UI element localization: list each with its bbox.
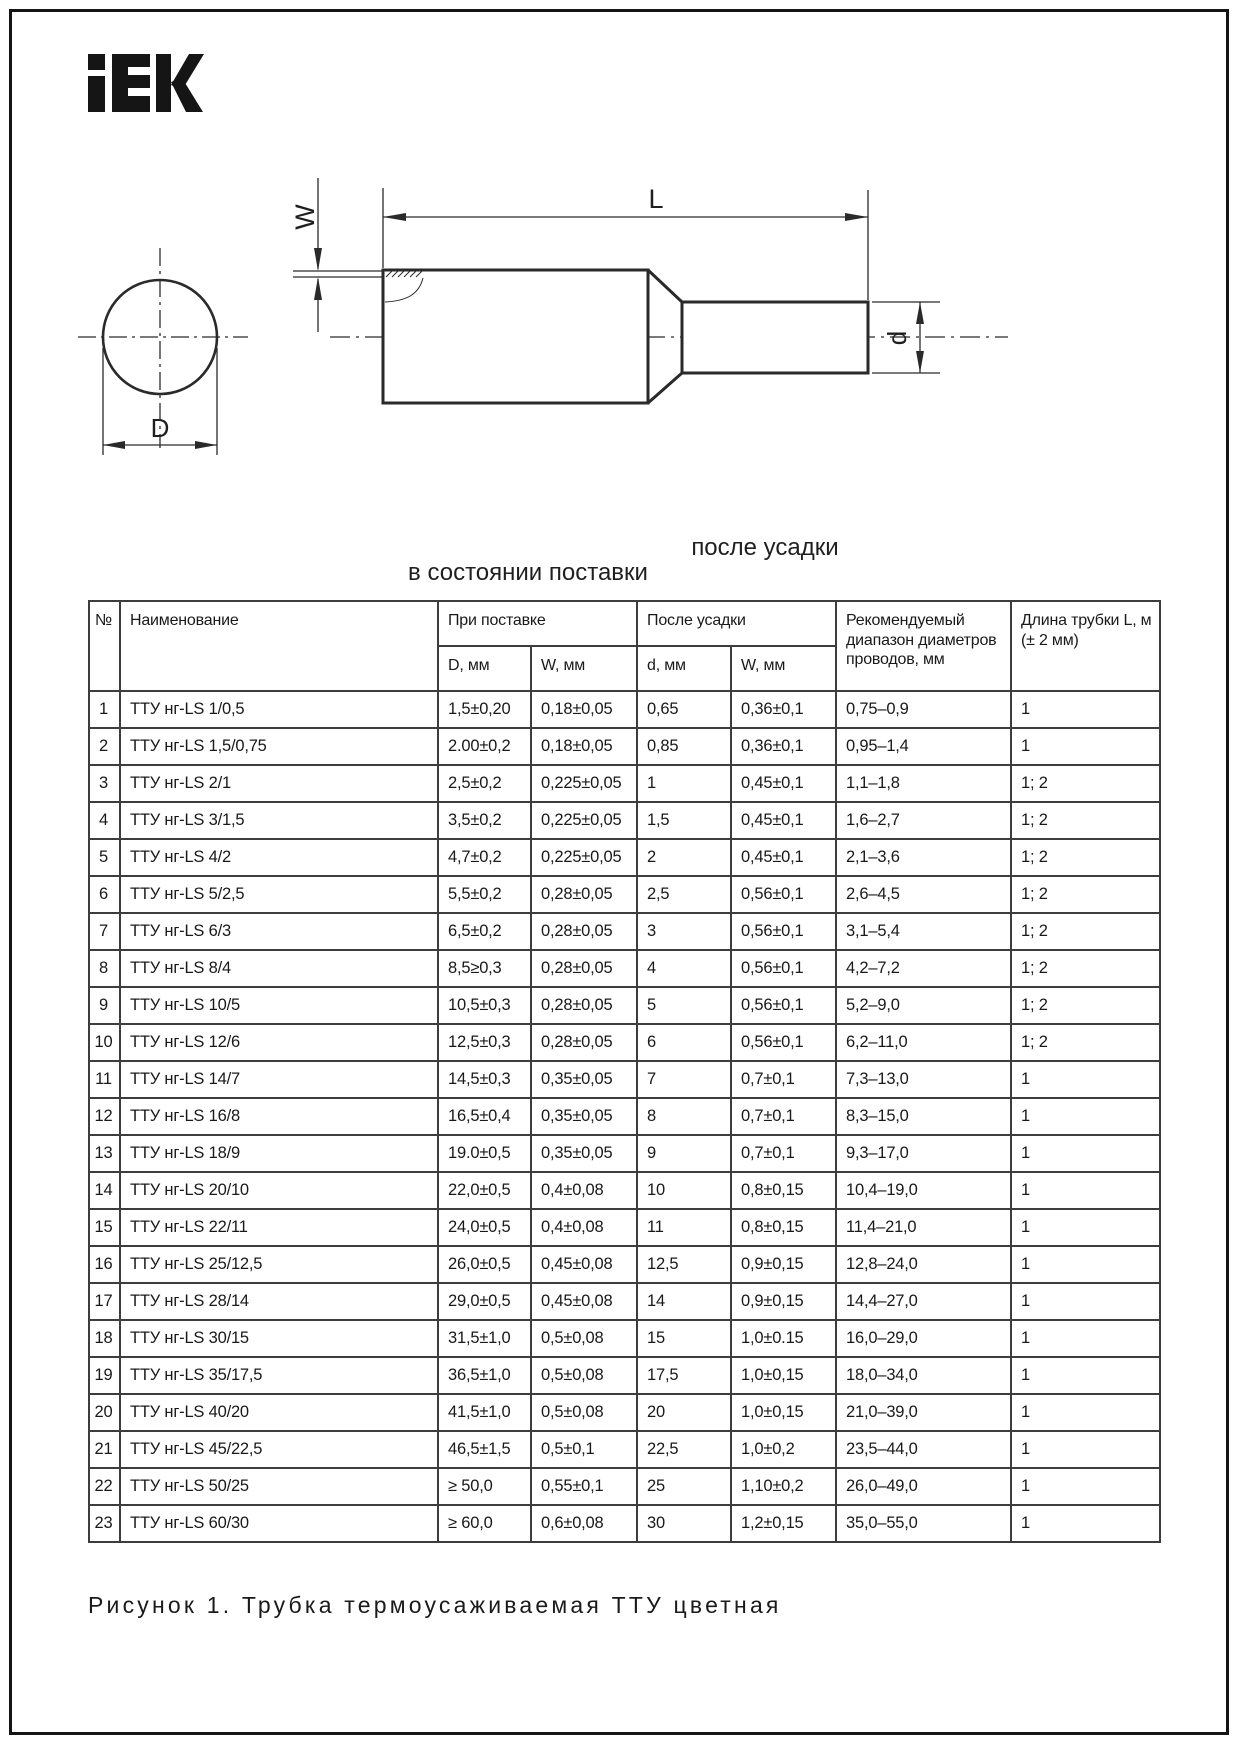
l-dim-label: L xyxy=(648,184,664,214)
delivery-W-value: 0,18±0,05 xyxy=(531,728,637,765)
arrowhead xyxy=(383,213,406,221)
after-W-value: 0,8±0,15 xyxy=(731,1172,836,1209)
after-W-value: 0,7±0,1 xyxy=(731,1135,836,1172)
row-number: 7 xyxy=(89,913,120,950)
row-number: 8 xyxy=(89,950,120,987)
wire-diameter-range: 1,1–1,8 xyxy=(836,765,1011,802)
delivery-W-value: 0,28±0,05 xyxy=(531,987,637,1024)
logo-i-dot xyxy=(88,54,105,70)
arrowhead xyxy=(845,213,868,221)
delivery-W-value: 0,5±0,08 xyxy=(531,1394,637,1431)
table-body xyxy=(89,691,1160,1542)
after-W-value: 0,45±0,1 xyxy=(731,802,836,839)
delivery-W-value: 0,35±0,05 xyxy=(531,1135,637,1172)
after-d-value: 12,5 xyxy=(637,1246,731,1283)
after-W-value: 0,9±0,15 xyxy=(731,1283,836,1320)
after-W-value: 1,0±0.15 xyxy=(731,1320,836,1357)
tube-length-value: 1 xyxy=(1011,728,1160,765)
logo-i-stem xyxy=(88,76,105,112)
after-d-value: 4 xyxy=(637,950,731,987)
delivery-D-value: 3,5±0,2 xyxy=(438,802,531,839)
arrowhead xyxy=(916,351,924,373)
after-d-value: 7 xyxy=(637,1061,731,1098)
delivery-D-value: 22,0±0,5 xyxy=(438,1172,531,1209)
row-number: 6 xyxy=(89,876,120,913)
after-d-value: 25 xyxy=(637,1468,731,1505)
delivery-D-value: 4,7±0,2 xyxy=(438,839,531,876)
tube-length-value: 1 xyxy=(1011,1098,1160,1135)
table-row xyxy=(89,802,1160,839)
after-d-value: 6 xyxy=(637,1024,731,1061)
tube-length-value: 1; 2 xyxy=(1011,765,1160,802)
header-d-mm: d, мм xyxy=(637,646,731,691)
after-d-value: 0,85 xyxy=(637,728,731,765)
arrowhead xyxy=(314,248,322,271)
tube-length-value: 1 xyxy=(1011,1061,1160,1098)
small-d-label: d xyxy=(882,330,912,346)
product-name: ТТУ нг-LS 12/6 xyxy=(120,1024,438,1061)
product-name: ТТУ нг-LS 1/0,5 xyxy=(120,691,438,728)
after-W-value: 0,56±0,1 xyxy=(731,987,836,1024)
delivery-W-value: 0,18±0,05 xyxy=(531,691,637,728)
row-number: 17 xyxy=(89,1283,120,1320)
tube-supply-body xyxy=(383,270,648,403)
delivery-W-value: 0,45±0,08 xyxy=(531,1283,637,1320)
table-row xyxy=(89,1024,1160,1061)
wire-diameter-range: 26,0–49,0 xyxy=(836,1468,1011,1505)
delivery-D-value: ≥ 50,0 xyxy=(438,1468,531,1505)
wire-diameter-range: 1,6–2,7 xyxy=(836,802,1011,839)
after-W-value: 0,56±0,1 xyxy=(731,1024,836,1061)
delivery-W-value: 0,6±0,08 xyxy=(531,1505,637,1542)
row-number: 1 xyxy=(89,691,120,728)
wire-diameter-range: 21,0–39,0 xyxy=(836,1394,1011,1431)
after-d-value: 1 xyxy=(637,765,731,802)
delivery-D-value: 36,5±1,0 xyxy=(438,1357,531,1394)
tube-length-value: 1 xyxy=(1011,1394,1160,1431)
product-name: ТТУ нг-LS 10/5 xyxy=(120,987,438,1024)
header-name: Наименование xyxy=(120,601,438,691)
big-d-label: D xyxy=(150,413,170,443)
product-name: ТТУ нг-LS 14/7 xyxy=(120,1061,438,1098)
header-W-mm-delivery: W, мм xyxy=(531,646,637,691)
row-number: 2 xyxy=(89,728,120,765)
tube-length-value: 1 xyxy=(1011,1172,1160,1209)
product-name: ТТУ нг-LS 45/22,5 xyxy=(120,1431,438,1468)
logo-e xyxy=(112,54,150,112)
tube-length-value: 1; 2 xyxy=(1011,839,1160,876)
supply-state-label: в состоянии поставки xyxy=(408,559,648,586)
wire-diameter-range: 0,95–1,4 xyxy=(836,728,1011,765)
delivery-W-value: 0,225±0,05 xyxy=(531,765,637,802)
tube-length-value: 1; 2 xyxy=(1011,987,1160,1024)
table-row xyxy=(89,987,1160,1024)
tube-length-value: 1 xyxy=(1011,1320,1160,1357)
wire-diameter-range: 18,0–34,0 xyxy=(836,1357,1011,1394)
product-name: ТТУ нг-LS 6/3 xyxy=(120,913,438,950)
wire-diameter-range: 7,3–13,0 xyxy=(836,1061,1011,1098)
table-row xyxy=(89,1061,1160,1098)
header-D-mm: D, мм xyxy=(438,646,531,691)
arrowhead xyxy=(103,441,125,449)
delivery-D-value: 46,5±1,5 xyxy=(438,1431,531,1468)
tube-length-value: 1 xyxy=(1011,1505,1160,1542)
product-name: ТТУ нг-LS 30/15 xyxy=(120,1320,438,1357)
delivery-W-value: 0,4±0,08 xyxy=(531,1209,637,1246)
after-W-value: 1,0±0,15 xyxy=(731,1394,836,1431)
w-dim-label: W xyxy=(290,204,320,230)
product-name: ТТУ нг-LS 35/17,5 xyxy=(120,1357,438,1394)
delivery-W-value: 0,28±0,05 xyxy=(531,950,637,987)
after-d-value: 2 xyxy=(637,839,731,876)
product-name: ТТУ нг-LS 5/2,5 xyxy=(120,876,438,913)
table-row xyxy=(89,1172,1160,1209)
figure-caption: Рисунок 1. Трубка термоусаживаемая ТТУ цветная xyxy=(88,1592,782,1618)
after-W-value: 0,45±0,1 xyxy=(731,839,836,876)
row-number: 11 xyxy=(89,1061,120,1098)
delivery-D-value: ≥ 60,0 xyxy=(438,1505,531,1542)
delivery-D-value: 14,5±0,3 xyxy=(438,1061,531,1098)
tube-length-value: 1 xyxy=(1011,1468,1160,1505)
after-d-value: 1,5 xyxy=(637,802,731,839)
after-W-value: 0,8±0,15 xyxy=(731,1209,836,1246)
after-d-value: 10 xyxy=(637,1172,731,1209)
tube-length-value: 1 xyxy=(1011,691,1160,728)
arrowhead xyxy=(314,277,322,300)
delivery-D-value: 6,5±0,2 xyxy=(438,913,531,950)
after-W-value: 0,7±0,1 xyxy=(731,1061,836,1098)
product-name: ТТУ нг-LS 2/1 xyxy=(120,765,438,802)
delivery-W-value: 0,35±0,05 xyxy=(531,1061,637,1098)
after-W-value: 0,56±0,1 xyxy=(731,950,836,987)
row-number: 21 xyxy=(89,1431,120,1468)
tube-length-value: 1 xyxy=(1011,1431,1160,1468)
product-name: ТТУ нг-LS 22/11 xyxy=(120,1209,438,1246)
wire-diameter-range: 2,1–3,6 xyxy=(836,839,1011,876)
row-number: 3 xyxy=(89,765,120,802)
delivery-W-value: 0,5±0,08 xyxy=(531,1357,637,1394)
product-name: ТТУ нг-LS 8/4 xyxy=(120,950,438,987)
tube-length-value: 1; 2 xyxy=(1011,1024,1160,1061)
delivery-D-value: 10,5±0,3 xyxy=(438,987,531,1024)
row-number: 23 xyxy=(89,1505,120,1542)
header-tube-length: Длина трубки L, м (± 2 мм) xyxy=(1011,601,1160,691)
header-W-mm-after: W, мм xyxy=(731,646,836,691)
row-number: 16 xyxy=(89,1246,120,1283)
row-number: 9 xyxy=(89,987,120,1024)
delivery-D-value: 8,5≥0,3 xyxy=(438,950,531,987)
product-name: ТТУ нг-LS 4/2 xyxy=(120,839,438,876)
table-row xyxy=(89,1135,1160,1172)
after-W-value: 0,56±0,1 xyxy=(731,913,836,950)
table-row xyxy=(89,1098,1160,1135)
delivery-W-value: 0,35±0,05 xyxy=(531,1098,637,1135)
wire-diameter-range: 4,2–7,2 xyxy=(836,950,1011,987)
wire-diameter-range: 6,2–11,0 xyxy=(836,1024,1011,1061)
arrowhead xyxy=(195,441,217,449)
delivery-D-value: 41,5±1,0 xyxy=(438,1394,531,1431)
table-row xyxy=(89,913,1160,950)
after-W-value: 0,9±0,15 xyxy=(731,1246,836,1283)
delivery-W-value: 0,28±0,05 xyxy=(531,1024,637,1061)
logo-k xyxy=(156,54,204,112)
table-row xyxy=(89,1246,1160,1283)
tube-length-value: 1; 2 xyxy=(1011,876,1160,913)
wire-diameter-range: 0,75–0,9 xyxy=(836,691,1011,728)
row-number: 5 xyxy=(89,839,120,876)
after-d-value: 17,5 xyxy=(637,1357,731,1394)
table-row xyxy=(89,1209,1160,1246)
delivery-W-value: 0,225±0,05 xyxy=(531,839,637,876)
wire-diameter-range: 5,2–9,0 xyxy=(836,987,1011,1024)
delivery-D-value: 1,5±0,20 xyxy=(438,691,531,728)
table-row xyxy=(89,950,1160,987)
header-at-delivery: При поставке xyxy=(438,601,637,646)
table-row xyxy=(89,1505,1160,1542)
after-d-value: 14 xyxy=(637,1283,731,1320)
delivery-D-value: 2.00±0,2 xyxy=(438,728,531,765)
delivery-D-value: 19.0±0,5 xyxy=(438,1135,531,1172)
after-W-value: 1,10±0,2 xyxy=(731,1468,836,1505)
row-number: 22 xyxy=(89,1468,120,1505)
taper-bottom xyxy=(648,373,682,403)
after-d-value: 0,65 xyxy=(637,691,731,728)
after-W-value: 0,56±0,1 xyxy=(731,876,836,913)
delivery-D-value: 24,0±0,5 xyxy=(438,1209,531,1246)
after-d-value: 11 xyxy=(637,1209,731,1246)
delivery-W-value: 0,45±0,08 xyxy=(531,1246,637,1283)
delivery-W-value: 0,5±0,1 xyxy=(531,1431,637,1468)
delivery-W-value: 0,4±0,08 xyxy=(531,1172,637,1209)
wire-diameter-range: 2,6–4,5 xyxy=(836,876,1011,913)
tube-shrunk-body xyxy=(682,302,868,373)
row-number: 20 xyxy=(89,1394,120,1431)
delivery-D-value: 31,5±1,0 xyxy=(438,1320,531,1357)
header-wire-range: Рекомендуемый диапазон диаметров проводов, мм xyxy=(836,601,1011,691)
after-d-value: 20 xyxy=(637,1394,731,1431)
after-d-value: 22,5 xyxy=(637,1431,731,1468)
wire-diameter-range: 3,1–5,4 xyxy=(836,913,1011,950)
delivery-W-value: 0,28±0,05 xyxy=(531,913,637,950)
delivery-W-value: 0,5±0,08 xyxy=(531,1320,637,1357)
delivery-W-value: 0,55±0,1 xyxy=(531,1468,637,1505)
tube-length-value: 1; 2 xyxy=(1011,913,1160,950)
arrowhead xyxy=(916,302,924,324)
after-d-value: 9 xyxy=(637,1135,731,1172)
after-d-value: 5 xyxy=(637,987,731,1024)
product-name: ТТУ нг-LS 25/12,5 xyxy=(120,1246,438,1283)
row-number: 4 xyxy=(89,802,120,839)
tube-length-value: 1 xyxy=(1011,1209,1160,1246)
tube-length-value: 1 xyxy=(1011,1357,1160,1394)
after-shrink-label: после усадки xyxy=(691,534,839,561)
row-number: 15 xyxy=(89,1209,120,1246)
delivery-D-value: 16,5±0,4 xyxy=(438,1098,531,1135)
wire-diameter-range: 9,3–17,0 xyxy=(836,1135,1011,1172)
tube-length-value: 1 xyxy=(1011,1283,1160,1320)
delivery-D-value: 12,5±0,3 xyxy=(438,1024,531,1061)
delivery-D-value: 26,0±0,5 xyxy=(438,1246,531,1283)
product-name: ТТУ нг-LS 1,5/0,75 xyxy=(120,728,438,765)
delivery-D-value: 5,5±0,2 xyxy=(438,876,531,913)
product-name: ТТУ нг-LS 50/25 xyxy=(120,1468,438,1505)
product-name: ТТУ нг-LS 40/20 xyxy=(120,1394,438,1431)
wire-diameter-range: 12,8–24,0 xyxy=(836,1246,1011,1283)
iek-logo xyxy=(86,52,204,118)
table-row xyxy=(89,1468,1160,1505)
after-d-value: 3 xyxy=(637,913,731,950)
product-name: ТТУ нг-LS 28/14 xyxy=(120,1283,438,1320)
after-W-value: 0,36±0,1 xyxy=(731,728,836,765)
after-d-value: 8 xyxy=(637,1098,731,1135)
wire-diameter-range: 10,4–19,0 xyxy=(836,1172,1011,1209)
header-num: № xyxy=(89,601,120,691)
product-name: ТТУ нг-LS 20/10 xyxy=(120,1172,438,1209)
after-W-value: 1,0±0,2 xyxy=(731,1431,836,1468)
row-number: 18 xyxy=(89,1320,120,1357)
table-row xyxy=(89,876,1160,913)
tube-length-value: 1; 2 xyxy=(1011,802,1160,839)
technical-drawing xyxy=(0,140,1244,620)
row-number: 10 xyxy=(89,1024,120,1061)
table-row xyxy=(89,691,1160,728)
wire-diameter-range: 11,4–21,0 xyxy=(836,1209,1011,1246)
product-name: ТТУ нг-LS 3/1,5 xyxy=(120,802,438,839)
table-row xyxy=(89,1431,1160,1468)
wire-diameter-range: 16,0–29,0 xyxy=(836,1320,1011,1357)
row-number: 19 xyxy=(89,1357,120,1394)
after-W-value: 0,7±0,1 xyxy=(731,1098,836,1135)
header-after-shrink: После усадки xyxy=(637,601,836,646)
row-number: 12 xyxy=(89,1098,120,1135)
table-row xyxy=(89,1283,1160,1320)
tube-length-value: 1 xyxy=(1011,1135,1160,1172)
row-number: 13 xyxy=(89,1135,120,1172)
table-row xyxy=(89,1320,1160,1357)
after-W-value: 1,0±0,15 xyxy=(731,1357,836,1394)
tube-length-value: 1; 2 xyxy=(1011,950,1160,987)
table-row xyxy=(89,765,1160,802)
table-row xyxy=(89,839,1160,876)
spec-table xyxy=(88,600,1161,1543)
after-W-value: 0,36±0,1 xyxy=(731,691,836,728)
delivery-D-value: 2,5±0,2 xyxy=(438,765,531,802)
delivery-W-value: 0,28±0,05 xyxy=(531,876,637,913)
table-row xyxy=(89,1394,1160,1431)
after-W-value: 0,45±0,1 xyxy=(731,765,836,802)
wire-diameter-range: 23,5–44,0 xyxy=(836,1431,1011,1468)
after-d-value: 15 xyxy=(637,1320,731,1357)
table-row xyxy=(89,1357,1160,1394)
after-W-value: 1,2±0,15 xyxy=(731,1505,836,1542)
wire-diameter-range: 14,4–27,0 xyxy=(836,1283,1011,1320)
delivery-W-value: 0,225±0,05 xyxy=(531,802,637,839)
wire-diameter-range: 8,3–15,0 xyxy=(836,1098,1011,1135)
taper-top xyxy=(648,270,682,302)
after-d-value: 2,5 xyxy=(637,876,731,913)
wire-diameter-range: 35,0–55,0 xyxy=(836,1505,1011,1542)
product-name: ТТУ нг-LS 60/30 xyxy=(120,1505,438,1542)
delivery-D-value: 29,0±0,5 xyxy=(438,1283,531,1320)
table-row xyxy=(89,728,1160,765)
product-name: ТТУ нг-LS 18/9 xyxy=(120,1135,438,1172)
product-name: ТТУ нг-LS 16/8 xyxy=(120,1098,438,1135)
row-number: 14 xyxy=(89,1172,120,1209)
tube-length-value: 1 xyxy=(1011,1246,1160,1283)
after-d-value: 30 xyxy=(637,1505,731,1542)
